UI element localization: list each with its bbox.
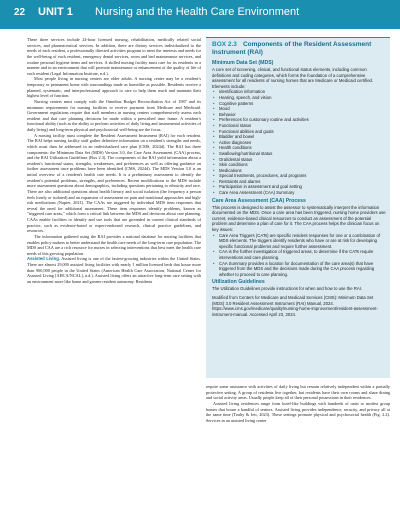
body-paragraph: Assisted living residences range from hotel-like buildings with hundreds of units to modest group homes that house a handful of seniors. Assisted living provides independence, security, and privacy all at the same time (Touhy & Jett, 2023). These settings promote physical and psychosocial health (Fig. 2.2). Services in an assisted living center <box>206 400 390 423</box>
utilization-text: The Utilization Guidelines provide instructions for when and how to use the RAI. <box>212 286 363 292</box>
body-paragraph: Most people living in nursing centers are older adults. A nursing center may be a resident's temporary or permanent home with surroundings made as homelike as possible. Residents receive a planned, systematic, and interprofessional approach to care to help them reach and maintain their highest level of function. <box>27 76 201 99</box>
list-item: • Skin conditions <box>212 162 386 168</box>
body-paragraph: require some assistance with activities of daily living but remain relatively independent within a partially protective setting. A group of residents live together, but residents have their own rooms and share dining and social activity areas. Usually people keep all of their personal possessions in their residences. <box>206 384 390 401</box>
list-item: • Oral/dental status <box>212 157 386 163</box>
running-header <box>0 0 400 29</box>
right-column <box>206 384 390 509</box>
box-title: Components of the Resident Assessment Instrument (RAI) <box>212 41 372 56</box>
body-paragraph: Nursing centers must comply with the Omnibus Budget Reconciliation Act of 1987 and its minimum requirements for nursing facilities to receive payment from Medicare and Medicaid. Government regulations require that staff members in nursing centers comprehensively assess each resident and that care planning decisions be made within a prescribed time frame. A resident's functional ability (such as the ability to perform activities of daily living and instrumental activities of daily living) and long-term physical and psychosocial well-being are the focus. <box>27 98 201 132</box>
caa-list <box>212 233 386 278</box>
caa-heading: Care Area Assessment (CAA) Process <box>212 197 306 204</box>
assisted-living-paragraph <box>27 256 201 284</box>
list-item: • Special treatments, procedures, and programs <box>212 173 386 179</box>
list-item: • Behavior <box>212 112 386 118</box>
list-item: • Functional abilities and goals <box>212 129 386 135</box>
list-item: • Care Area Assessment (CAA) Summary <box>212 190 386 196</box>
list-item: • Health conditions <box>212 145 386 151</box>
body-paragraph: The information gathered using the RAI provides a national database for nursing facilities that enables policy makers to better understand the health care needs of the long-term care population. The MDS and CAA are a rich resource for nurses in selecting interventions that best meet the health care needs of this growing population. <box>27 233 201 256</box>
box-source-note: Modified from Centers for Medicare and Medicaid Services (CMS): Minimum Data Set (MDS) 3.0 Resident Assessment Instrument (RAI) Manual, 2024. https://www.cms.gov/medicare/quality/nursing-home-improvement/resident-assessment-instrument-manual. Accessed April 23, 2024. <box>212 294 378 317</box>
list-item: • Mood <box>212 106 386 112</box>
mds-list <box>212 89 386 195</box>
body-paragraph: These three services include 24-hour licensed nursing, rehabilitation, medically related social services, and pharmaceutical services. In addition, there are dietary services individualized to the needs of each resident, a professionally directed activities program to meet the interests and needs for the well-being of each resident, emergency dental services, room and bed maintenance services, and routine personal hygiene items and services. A skilled nursing facility must care for its residents in a manner and in an environment that will promote maintenance or enhancement of the quality of life of each resident (Legal Information Institute, n.d.). <box>27 37 201 76</box>
list-item: • Hearing, speech, and vision <box>212 95 386 101</box>
utilization-heading: Utilization Guidelines <box>212 279 265 286</box>
mds-text: A core set of screening, clinical, and functional status elements, including common definitions and coding categories, which forms the foundation of a comprehensive assessment for all residents of nursing homes that are Medicare or Medicaid certified. Elements include: <box>212 67 374 89</box>
list-item: • Participation in assessment and goal setting <box>212 184 386 190</box>
list-item: • Active diagnoses <box>212 140 386 146</box>
unit-title: Nursing and the Health Care Environment <box>95 6 300 18</box>
box-2-3 <box>206 37 390 378</box>
page-number: 22 <box>14 7 26 18</box>
box-body <box>212 58 386 317</box>
section-heading-assisted-living: Assisted Living. <box>27 256 60 262</box>
box-header <box>212 41 384 56</box>
list-item: • CAA Summary provides a location for documentation of the care area(s) that have triggered from the MDS and the decisions made during the CAA process regarding whether to proceed to care planning. <box>212 261 386 278</box>
unit-label: UNIT 1 <box>38 6 73 18</box>
list-item: • Identification information <box>212 89 386 95</box>
list-item: • Restraints and alarms <box>212 179 386 185</box>
caa-text: This process is designed to assist the assessor to systematically interpret the information documented on the MDS. Once a care area has been triggered, nursing home providers use current, evidence-based clinical resources to conduct an assessment of the potential problem and determine a plan of care for it. The CAA process helps the clinician focus on key issues: <box>212 204 386 233</box>
body-paragraph: A nursing facility must complete the Resident Assessment Instrument (RAI) for each resident. The RAI helps nursing facility staff gather definitive information on a resident's strengths and needs, which must then be addressed in an individualized care plan (CMS, 2024d). The RAI has three components: the Minimum Data Set (MDS) Version 3.0, the Care Area Assessment (CAA) process, and the RAI Utilization Guidelines (Box 2.3). The components of the RAI yield information about a resident's functional status, strengths, weaknesses, and preferences as well as offering guidance on further assessment once problems have been identified (CMS, 2024d). The MDS Version 3.0 is an initial overview of a resident's health care needs. It is a preliminary assessment to identify the resident's potential problems, strengths, and preferences. Recent modifications to the MDS include more assessment questions about demographics, including questions pertaining to ethnicity and race. There are also additional questions about health literacy and social isolation (the frequency a person feels lonely or isolated) and an expansion of assessment on pain and nutritional approaches and high-risk medications (Napier, 2021). The CAAs are triggered by individual MDS item responses that reveal the need for additional assessment. These item responses identify problems, known as "triggered care areas," which form a critical link between the MDS and decisions about care planning. CAAs enable facilities to identify and use tools that are grounded in current clinical standards of practice, such as evidence-based or expert-endorsed research, clinical practice guidelines, and resources. <box>27 132 201 234</box>
left-column <box>27 37 201 507</box>
box-label: BOX 2.3 <box>212 41 237 48</box>
list-item: • CAA is the further investigation of triggered areas, to determine if the CATs require interventions and care planning. <box>212 249 386 260</box>
list-item: • Cognitive patterns <box>212 101 386 107</box>
assisted-living-text: Assisted living is one of the fastest-growing industries within the United States. There are almost 29,000 assisted living facilities with nearly 1 million licensed beds that house more than 900,000 people in the United States (American Health Care Association, National Center for Assisted Living [AHCA/NCAL], n.d.). Assisted living offers an attractive long-term care setting with an environment more like home and greater resident autonomy. Residents <box>27 256 201 284</box>
list-item: • Preferences for customary routine and activities <box>212 117 386 123</box>
list-item: • Functional status <box>212 123 386 129</box>
list-item: • Swallowing/nutritional status <box>212 151 386 157</box>
list-item: • Bladder and bowel <box>212 134 386 140</box>
mds-heading: Minimum Data Set (MDS) <box>212 60 274 66</box>
list-item: • Medications <box>212 168 386 174</box>
list-item: • Care Area Triggers (CATs) are specific resident responses for one or a combination of MDS elements. The triggers identify residents who have or are at risk for developing specific functional problems and require further assessment. <box>212 233 386 250</box>
